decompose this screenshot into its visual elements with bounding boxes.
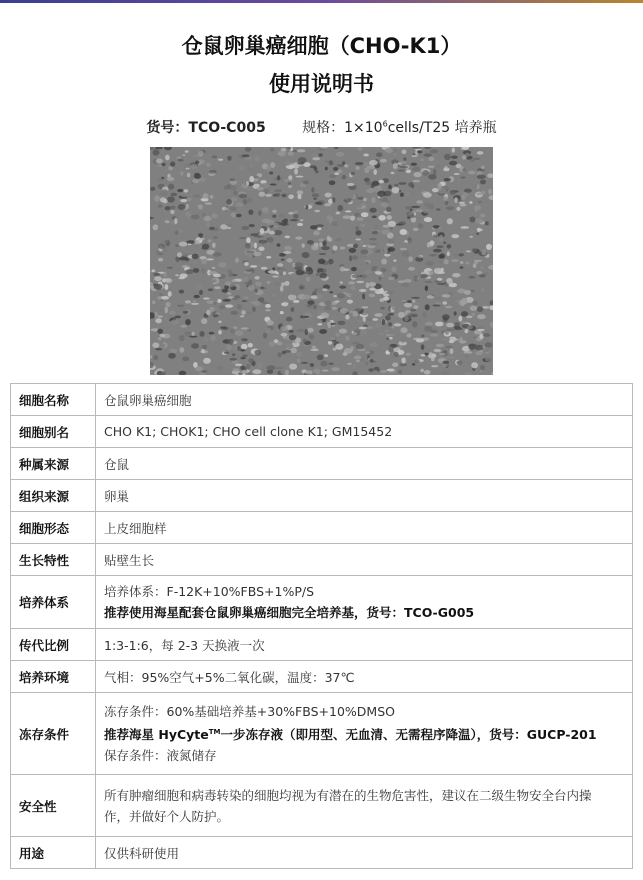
row-value — [96, 576, 633, 629]
table-row — [11, 448, 633, 480]
storage-condition: 保存条件：液氮储存 — [104, 748, 217, 764]
cell-micrograph — [150, 147, 493, 375]
table-row — [11, 775, 633, 837]
row-label: 种属来源 — [11, 448, 96, 480]
row-value: 仅供科研使用 — [96, 837, 633, 869]
row-value: 1:3-1:6，每 2-3 天换液一次 — [96, 629, 633, 661]
document-subtitle: 使用说明书 — [269, 72, 374, 96]
culture-medium: 培养体系：F-12K+10%FBS+1%P/S — [104, 584, 315, 599]
top-accent-bar — [0, 0, 643, 3]
row-value: 气相：95%空气+5%二氧化碳，温度：37℃ — [96, 661, 633, 693]
safety-text-line: 所有肿瘤细胞和病毒转染的细胞均视为有潜在的生物危害性，建议在二级生物安全台内操 — [104, 787, 592, 803]
table-row — [11, 629, 633, 661]
row-label: 培养环境 — [11, 661, 96, 693]
table-row — [11, 837, 633, 869]
culture-recommendation: 推荐使用海星配套仓鼠卵巢癌细胞完全培养基，货号：TCO-G005 — [104, 605, 475, 620]
document-title: 仓鼠卵巢癌细胞（CHO-K1） — [181, 34, 462, 58]
row-label: 细胞别名 — [11, 416, 96, 448]
table-row — [11, 576, 633, 629]
row-label: 细胞形态 — [11, 512, 96, 544]
row-label: 细胞名称 — [11, 384, 96, 416]
row-value: 贴壁生长 — [96, 544, 633, 576]
table-row — [11, 661, 633, 693]
row-value: 仓鼠卵巢癌细胞 — [96, 384, 633, 416]
row-label: 培养体系 — [11, 576, 96, 629]
product-meta — [0, 117, 643, 137]
micrograph-texture — [150, 147, 493, 375]
row-label: 安全性 — [11, 775, 96, 837]
freezing-recommendation: 推荐海星 HyCyte™一步冻存液（即用型、无血清、无需程序降温），货号：GUCP-201 — [104, 727, 597, 743]
row-label: 生长特性 — [11, 544, 96, 576]
table-row — [11, 384, 633, 416]
freezing-medium: 冻存条件：60%基础培养基+30%FBS+10%DMSO — [104, 703, 395, 719]
row-label: 组织来源 — [11, 480, 96, 512]
row-value: 仓鼠 — [96, 448, 633, 480]
table-row — [11, 480, 633, 512]
row-label: 传代比例 — [11, 629, 96, 661]
safety-text-line: 作，并做好个人防护。 — [104, 808, 230, 824]
row-value — [96, 775, 633, 837]
row-value: 上皮细胞样 — [96, 512, 633, 544]
row-label: 用途 — [11, 837, 96, 869]
table-row — [11, 416, 633, 448]
row-value — [96, 693, 633, 775]
spec-table — [10, 383, 633, 869]
row-label: 冻存条件 — [11, 693, 96, 775]
row-value: CHO K1; CHOK1; CHO cell clone K1; GM15452 — [96, 416, 633, 448]
specification: 规格：$1\times 10^6cells/T25$ 培养瓶 — [302, 119, 497, 136]
table-row — [11, 693, 633, 775]
table-row — [11, 512, 633, 544]
row-value: 卵巢 — [96, 480, 633, 512]
catalog-number: 货号：TCO-C005 — [146, 120, 266, 136]
table-row — [11, 544, 633, 576]
